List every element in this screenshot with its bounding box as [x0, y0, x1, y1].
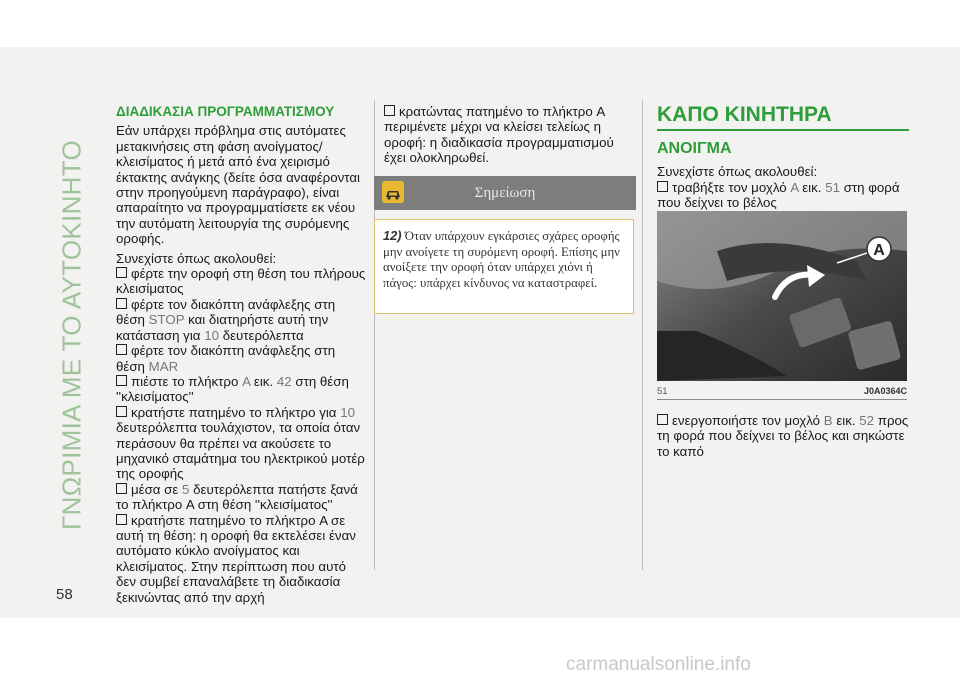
column-bonnet-continued: [657, 413, 909, 459]
svg-text:A: A: [873, 242, 885, 259]
checkbox-bullet-icon: [116, 267, 127, 278]
figure-caption: [657, 386, 907, 397]
intro-paragraph: Εάν υπάρχει πρόβλημα στις αυτόματες μετακινήσεις στη φάση ανοίγματος/ κλεισίματος ή μετά από ένα χειρισμό έκτακτης ανάγκης (δείτε όσα αναφέρονται στην προηγούμενη παράγραφο), είναι απαραίτητο να προγραμματίσετε εκ νέου την αυτόματη λειτουργία της συρόμενης οροφής.: [116, 123, 360, 247]
section-heading: ΔΙΑΔΙΚΑΣΙΑ ΠΡΟΓΡΑΜΜΑΤΙΣΜΟΥ: [116, 104, 335, 119]
footer-watermark: carmanualsonline.info: [566, 654, 751, 675]
sidebar-title: ΓΝΩΡΙΜΙΑ ΜΕ ΤΟ ΑΥΤΟΚΙΝΗΤΟ: [56, 140, 87, 530]
list-item: κρατώντας πατημένο το πλήκτρο A περιμένετε μέχρι να κλείσει τελείως η οροφή: η διαδικασία προγραμματισμού έχει ολοκληρωθεί.: [384, 104, 614, 166]
caption-rule: [657, 399, 907, 400]
note-text: Όταν υπάρχουν εγκάρσιες σχάρες οροφής μην ανοίγετε τη συρόμενη οροφή. Επίσης μην ανοίξετε την οροφή όταν υπάρχει χιόνι ή πάγος: υπάρχει κίνδυνος να καταστραφεί.: [383, 229, 620, 290]
figure-code: J0A0364C: [863, 386, 907, 396]
column-programming: [116, 104, 366, 605]
list-item: κρατήστε πατημένο το πλήκτρο A σε αυτή τη θέση: η οροφή θα εκτελέσει έναν αυτόματο κύκλο ανοίγματος και κλεισίματος. Στην περίπτωση που αυτό δεν συμβεί επαναλάβετε τη διαδικασία ξεκινώντας από την αρχή: [116, 512, 356, 605]
lead-text: Συνεχίστε όπως ακολουθεί:: [657, 164, 818, 180]
list-item: τραβήξτε τον μοχλό A εικ. 51 στη φορά που δείχνει το βέλος: [657, 179, 900, 211]
column-bonnet: [657, 103, 909, 211]
checkbox-bullet-icon: [116, 406, 127, 417]
list-item: φέρτε τον διακόπτη ανάφλεξης στη θέση MAR: [116, 343, 336, 374]
note-number: 12): [383, 228, 402, 243]
list-item: κρατήστε πατημένο το πλήκτρο για 10 δευτερόλεπτα τουλάχιστον, τα οποία όταν περάσουν θα πρέπει να ακούσετε το μηχανικό σταμάτημα του ηλεκτρικού μοτέρ της οροφής: [116, 404, 365, 482]
list-item: φέρτε τον διακόπτη ανάφλεξης στη θέση STOP και διατηρήστε αυτή την κατάσταση για 10 δευτερόλεπτα: [116, 296, 336, 343]
list-item: ενεργοποιήστε τον μοχλό B εικ. 52 προς τη φορά που δείχνει το βέλος και σηκώστε το καπό: [657, 413, 909, 459]
checkbox-bullet-icon: [116, 344, 127, 355]
list-item: μέσα σε 5 δευτερόλεπτα πατήστε ξανά το πλήκτρο A στη θέση ''κλεισίματος'': [116, 481, 358, 513]
checkbox-bullet-icon: [116, 514, 127, 525]
list-item: πιέστε το πλήκτρο A εικ. 42 στη θέση ''κλεισίματος'': [116, 373, 349, 405]
checkbox-bullet-icon: [116, 483, 127, 494]
note-box: [374, 219, 634, 314]
checkbox-bullet-icon: [657, 181, 668, 192]
title-underline: [657, 129, 909, 131]
lead-text: Συνεχίστε όπως ακολουθεί:: [116, 250, 277, 266]
column-divider: [642, 100, 643, 570]
figure-number: 51: [657, 386, 668, 397]
page-number: 58: [56, 586, 73, 603]
checkbox-bullet-icon: [657, 414, 668, 425]
checkbox-bullet-icon: [384, 105, 395, 116]
note-header: [374, 176, 636, 210]
checkbox-bullet-icon: [116, 298, 127, 309]
note-title: Σημείωση: [474, 185, 536, 201]
column-divider: [374, 100, 375, 570]
section-title: ΚΑΠΟ ΚΙΝΗΤΗΡΑ: [657, 103, 832, 126]
column-completion: [384, 104, 634, 166]
section-subtitle: ΑΝΟΙΓΜΑ: [657, 140, 732, 157]
bonnet-lever-illustration: [657, 211, 907, 381]
list-item: φέρτε την οροφή στη θέση του πλήρους κλεισίματος: [116, 266, 366, 297]
checkbox-bullet-icon: [116, 375, 127, 386]
figure-photo-bonnet-lever: [657, 211, 907, 381]
